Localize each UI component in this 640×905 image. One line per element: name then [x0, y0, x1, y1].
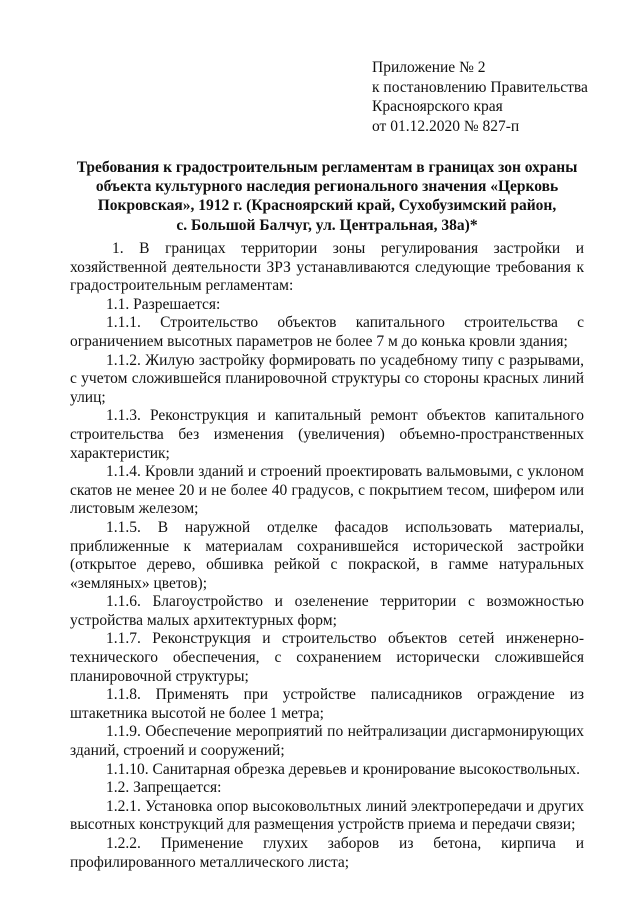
paragraph-1: 1. В границах территории зоны регулирования застройки и хозяйственной деятельности ЗРЗ устанавливаются следующие требования к градостроительным регламентам: — [70, 240, 584, 295]
paragraph-1-1-6: 1.1.6. Благоустройство и озеленение территории с возможностью устройства малых архитектурных форм; — [70, 593, 584, 629]
paragraph-1-1-4: 1.1.4. Кровли зданий и строений проектировать вальмовыми, с уклоном скатов не менее 20 и не более 40 градусов, с покрытием тесом, шифером или листовым железом; — [70, 463, 584, 518]
paragraph-1-1: 1.1. Разрешается: — [106, 295, 221, 313]
appendix-region: Красноярского края — [372, 98, 503, 115]
appendix-header — [372, 58, 588, 136]
paragraph-1-2-2: 1.2.2. Применение глухих заборов из бетона, кирпича и профилированного металлического листа; — [70, 835, 584, 871]
appendix-resolution: к постановлению Правительства — [372, 78, 588, 96]
title-line: Покровская», 1912 г. (Красноярский край, Сухобузимский район, — [97, 197, 557, 215]
title-line: объекта культурного наследия регионального значения «Церковь — [95, 178, 559, 196]
title-line: Требования к градостроительным регламентам в границах зон охраны — [76, 159, 578, 176]
paragraph-1-1-5: 1.1.5. В наружной отделке фасадов использовать материалы, приближенные к материалам сохранившейся исторической застройки (открытое дерево, обшивка рейкой с покраской, в гамме натуральных «земляных» цветов); — [70, 518, 584, 592]
appendix-date: от 01.12.2020 № 827-п — [372, 117, 520, 135]
paragraph-1-1-10: 1.1.10. Санитарная обрезка деревьев и кронирование высокоствольных. — [106, 760, 580, 778]
paragraph-1-1-7: 1.1.7. Реконструкция и строительство объектов сетей инженерно-технического обеспечения, с сохранением исторически сложившейся планировочной структуры; — [70, 630, 584, 685]
paragraph-1-1-3: 1.1.3. Реконструкция и капитальный ремонт объектов капитального строительства без изменения (увеличения) объемно-пространственных характеристик; — [70, 407, 584, 462]
document-body — [70, 240, 584, 872]
title-line: с. Большой Балчуг, ул. Центральная, 38а)* — [176, 216, 478, 234]
paragraph-1-2-1: 1.2.1. Установка опор высоковольтных линий электропередачи и других высотных конструкций для размещения устройств приема и передачи связи; — [70, 797, 584, 834]
appendix-number: Приложение № 2 — [372, 59, 486, 76]
paragraph-1-1-2: 1.1.2. Жилую застройку формировать по усадебному типу с разрывами, с учетом сложившейся планировочной структуры со стороны красных линий улиц; — [70, 351, 584, 406]
paragraph-1-1-9: 1.1.9. Обеспечение мероприятий по нейтрализации дисгармонирующих зданий, строений и сооружений; — [70, 723, 584, 760]
paragraph-1-1-1: 1.1.1. Строительство объектов капитального строительства с ограничением высотных параметров не более 7 м до конька кровли здания; — [70, 314, 584, 350]
document-title — [70, 158, 584, 235]
paragraph-1-1-8: 1.1.8. Применять при устройстве палисадников ограждение из штакетника высотой не более 1 метра; — [70, 686, 584, 722]
paragraph-1-2: 1.2. Запрещается: — [106, 779, 222, 797]
